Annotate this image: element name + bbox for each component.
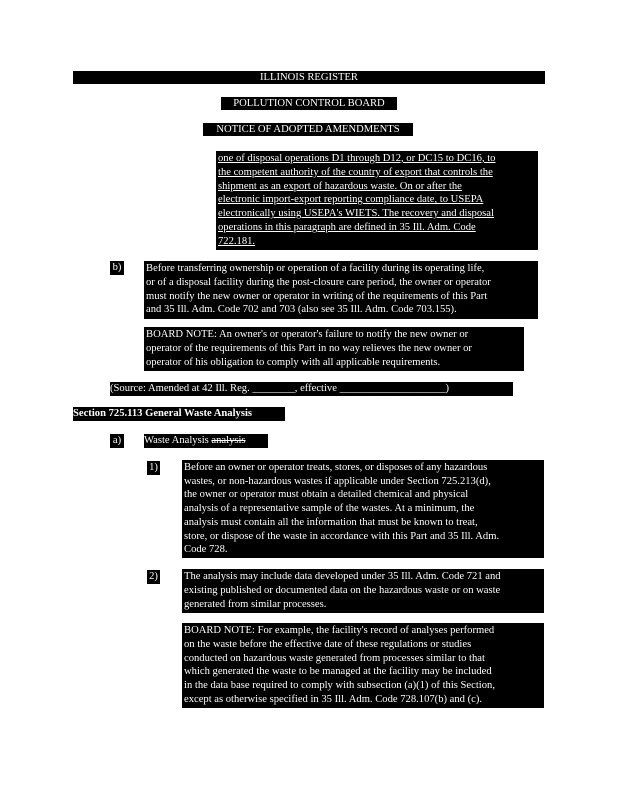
item-b-note-line: operator of his obligation to comply with all applicable requirements. <box>146 356 441 368</box>
continuation-line: operations in this paragraph are defined in 35 Ill. Adm. Code <box>218 221 476 233</box>
item-a-title <box>144 434 268 448</box>
notice-title: NOTICE OF ADOPTED AMENDMENTS <box>216 124 400 135</box>
board-title: POLLUTION CONTROL BOARD <box>233 98 385 109</box>
item-1-line: store, or dispose of the waste in accordance with this Part and 35 Ill. Adm. <box>184 530 500 542</box>
continuation-line: electronically using USEPA's WIETS. The recovery and disposal <box>218 208 494 220</box>
register-header <box>73 71 545 84</box>
item-b-board-note <box>144 327 524 371</box>
item-b-line: Before transferring ownership or operation of a facility during its operating life, <box>146 263 485 274</box>
continuation-line: the competent authority of the country of export that controls the <box>218 166 493 178</box>
item-2-note-line: which generated the waste to be managed at the facility may be included <box>184 666 492 678</box>
item-2-line: generated from similar processes. <box>184 598 327 610</box>
item-1-line: Before an owner or operator treats, stores, or disposes of any hazardous <box>184 462 488 473</box>
item-1-label: 1) <box>147 461 160 475</box>
item-1-line: Code 728. <box>184 544 228 556</box>
item-2-label: 2) <box>147 570 160 584</box>
item-b-line: or of a disposal facility during the post-closure care period, the owner or operator <box>146 276 491 288</box>
source-text: (Source: Amended at 42 Ill. Reg. ________, effective ____________________) <box>110 383 450 394</box>
item-b-label: b) <box>110 261 124 275</box>
section-heading <box>73 407 285 421</box>
item-2-note-line: in the data base required to comply with subsection (a)(1) of this Section, <box>184 680 495 692</box>
item-1-line: analysis must contain all the information that must be known to treat, <box>184 516 478 528</box>
item-b-line: and 35 Ill. Adm. Code 702 and 703 (also see 35 Ill. Adm. Code 703.155). <box>146 304 457 316</box>
item-a-title-text: Waste Analysis <box>144 435 209 446</box>
board-header <box>221 97 397 110</box>
continuation-line: shipment as an export of hazardous waste. On or after the <box>218 180 462 192</box>
item-1-paragraph <box>182 460 544 558</box>
item-a-label: a) <box>110 434 124 448</box>
item-1-line: wastes, or non-hazardous wastes if applicable under Section 725.213(d), <box>184 475 491 487</box>
item-2-note-line: except as otherwise specified in 35 Ill. Adm. Code 728.107(b) and (c). <box>184 693 483 705</box>
register-title: ILLINOIS REGISTER <box>260 72 358 83</box>
item-a-struck-text: analysis <box>211 435 246 446</box>
item-b-paragraph <box>144 261 538 319</box>
item-2-paragraph <box>182 569 544 613</box>
item-2-note-line: conducted on hazardous waste generated from processes similar to that <box>184 652 485 664</box>
item-b-line: must notify the new owner or operator in writing of the requirements of this Part <box>146 290 488 302</box>
section-heading-text: Section 725.113 General Waste Analysis <box>73 408 253 419</box>
item-b-note-line: BOARD NOTE: An owner's or operator's failure to notify the new owner or <box>146 329 469 340</box>
notice-header <box>203 123 413 136</box>
item-2-line: The analysis may include data developed under 35 Ill. Adm. Code 721 and <box>184 571 501 582</box>
item-1-line: the owner or operator must obtain a detailed chemical and physical <box>184 489 469 501</box>
source-note <box>110 382 513 396</box>
continuation-line: 722.181. <box>218 235 256 247</box>
continuation-line: electronic import-export reporting compliance date, to USEPA <box>218 194 484 206</box>
item-b-note-line: operator of the requirements of this Part in no way relieves the new owner or <box>146 342 472 354</box>
item-2-board-note <box>182 623 544 708</box>
item-2-note-line: on the waste before the effective date of these regulations or studies <box>184 638 472 650</box>
continuation-line: one of disposal operations D1 through D12, or DC15 to DC16, to <box>218 153 496 164</box>
item-1-line: analysis of a representative sample of the wastes. At a minimum, the <box>184 503 475 515</box>
item-2-line: existing published or documented data on the hazardous waste or on waste <box>184 584 501 596</box>
item-2-note-line: BOARD NOTE: For example, the facility's record of analyses performed <box>184 625 495 636</box>
continuation-paragraph <box>216 151 538 250</box>
